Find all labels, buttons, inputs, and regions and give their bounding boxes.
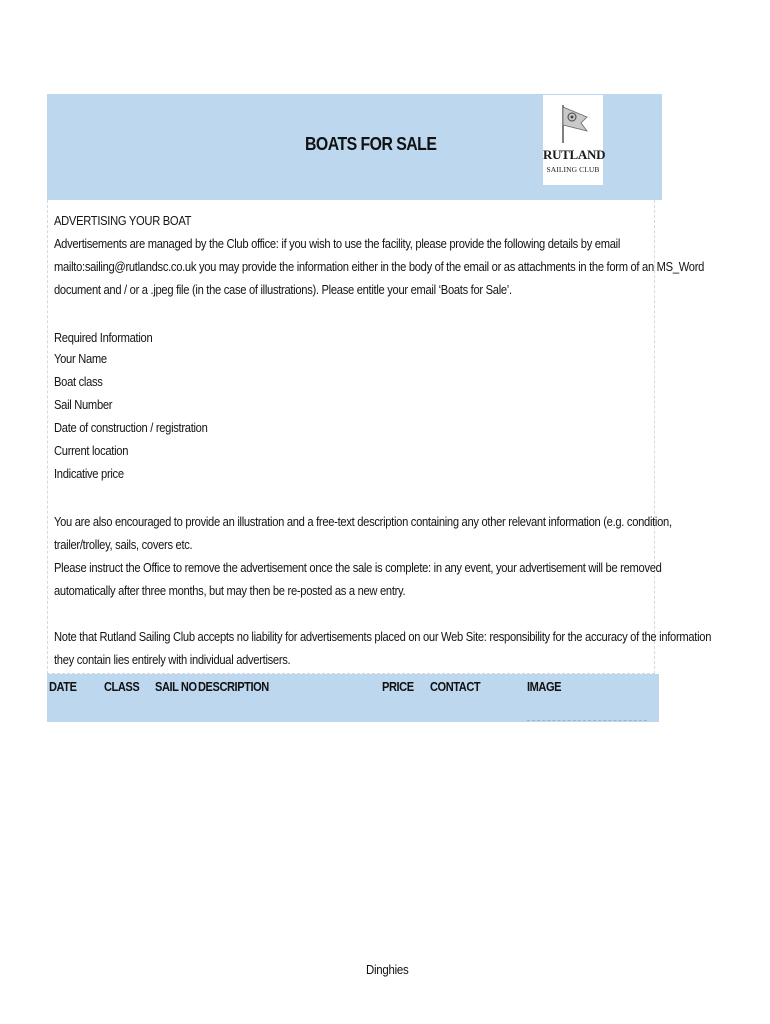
logo-subtitle: SAILING CLUB	[546, 165, 600, 174]
advertising-line: document and / or a .jpeg file (in the case of illustrations). Please entitle your email ‘Boats for Sale’.	[54, 282, 512, 297]
required-item: Boat class	[54, 374, 103, 389]
page-header	[47, 94, 662, 200]
note-line: automatically after three months, but may then be re-posted as a new entry.	[54, 583, 406, 598]
required-item: Date of construction / registration	[54, 420, 208, 435]
instructions-panel	[47, 200, 712, 674]
club-logo	[543, 95, 606, 185]
advertising-line: mailto:sailing@rutlandsc.co.uk you may provide the information either in the body of the email or as attachments in the form of an MS_Word	[54, 259, 705, 274]
required-item: Sail Number	[54, 397, 113, 412]
logo-name: RUTLAND	[543, 147, 606, 162]
advertising-line: Advertisements are managed by the Club office: if you wish to use the facility, please provide the following details by email	[54, 236, 621, 251]
column-header-price: PRICE	[382, 679, 414, 694]
liability-line: Note that Rutland Sailing Club accepts no liability for advertisements placed on our Web Site: responsibility for the accuracy of the information	[54, 629, 712, 644]
advertising-heading: ADVERTISING YOUR BOAT	[54, 213, 192, 228]
listing-table-header	[47, 674, 659, 722]
burgee-flag-icon	[557, 103, 589, 143]
column-header-date: DATE	[49, 679, 77, 694]
column-header-image: IMAGE	[527, 679, 562, 694]
column-header-description: DESCRIPTION	[198, 679, 269, 694]
required-item: Your Name	[54, 351, 107, 366]
note-line: Please instruct the Office to remove the advertisement once the sale is complete: in any event, your advertisement will be removed	[54, 560, 662, 575]
liability-line: they contain lies entirely with individual advertisers.	[54, 652, 291, 667]
note-line: You are also encouraged to provide an illustration and a free-text description containing any other relevant information (e.g. condition,	[54, 514, 672, 529]
required-item: Indicative price	[54, 466, 124, 481]
column-header-sail-no: SAIL NO	[155, 679, 197, 694]
required-heading: Required Information	[54, 330, 153, 345]
column-header-contact: CONTACT	[430, 679, 481, 694]
note-line: trailer/trolley, sails, covers etc.	[54, 537, 193, 552]
sheet-name: Dinghies	[366, 962, 409, 977]
divider	[527, 720, 647, 722]
page-title: BOATS FOR SALE	[305, 134, 437, 154]
column-header-class: CLASS	[104, 679, 140, 694]
required-item: Current location	[54, 443, 129, 458]
